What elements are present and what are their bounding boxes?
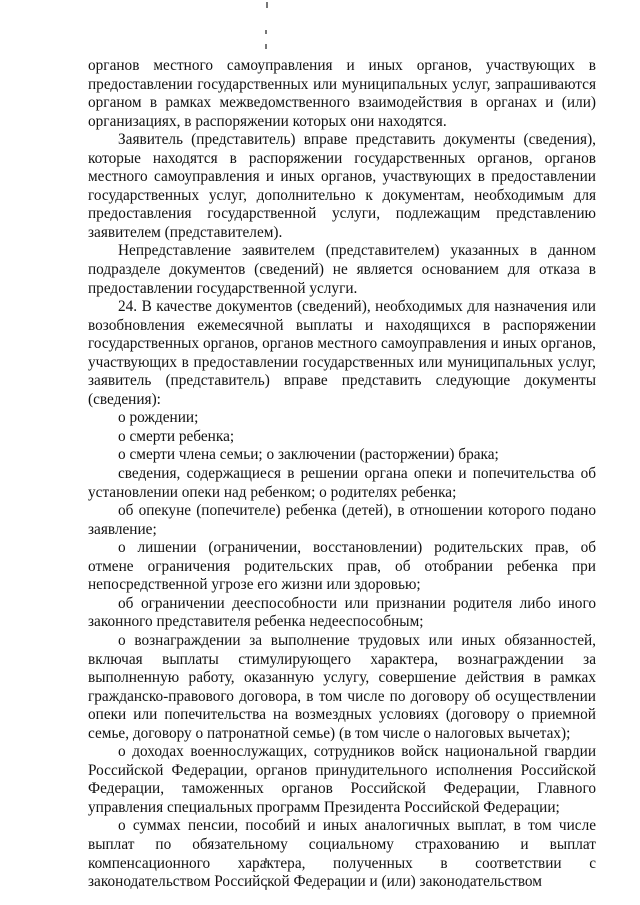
list-item: об опекуне (попечителе) ребенка (детей), в отношении которого подано заявление; — [88, 502, 596, 538]
list-item: о вознаграждении за выполнение трудовых или иных обязанностей, включая выплаты стимулирующего характера, вознаграждении за выполненную работу, оказанную услугу, совершение действия в рамках гражданско-правового договора, в том числе по договору об осуществлении опеки или попечительства на возмездных условиях (договору о приемной семье, договору о патронатной семье) (в том числе о налоговых вычетах); — [88, 631, 596, 742]
paragraph: Непредставление заявителем (представителем) указанных в данном подразделе документов (сведений) не является основанием для отказа в предоставлении государственной услуги. — [88, 242, 596, 297]
list-item: о рождении; — [118, 409, 199, 427]
paragraph: Заявитель (представитель) вправе представить документы (сведения), которые находятся в распоряжении государственных органов, органов местного самоуправления и иных органов, участвующих в предоставлении государственных услуг, дополнительно к документам, необходимым для предоставления государственной услуги, подлежащим представлению заявителем (представителем). — [88, 131, 596, 241]
list-item: о смерти члена семьи; о заключении (расторжении) брака; — [118, 446, 499, 464]
scan-mark — [265, 44, 267, 49]
paragraph-item-24: 24. В качестве документов (сведений), необходимых для назначения или возобновления ежемесячной выплаты и находящихся в распоряжении государственных органов, органов местного самоуправления и иных органов, участвующих в предоставлении государственных или муниципальных услуг, заявитель (представитель) вправе представить следующие документы (сведения): — [88, 298, 596, 408]
list-item: о лишении (ограничении, восстановлении) родительских прав, об отмене ограничения родительских прав, об отобрании ребенка при непосредственной угрозе его жизни или здоровью; — [88, 539, 596, 594]
list-item: сведения, содержащиеся в решении органа опеки и попечительства об установлении опеки над ребенком; о родителях ребенка; — [88, 465, 596, 501]
list-item: об ограничении дееспособности или признании родителя либо иного законного представителя ребенка недееспособным; — [88, 594, 596, 631]
list-item: о суммах пенсии, пособий и иных аналогичных выплат, в том числе выплат по обязательному социальному страхованию и выплат компенсационного характера, полученных в соответствии с законодательством Российской Федерации и (или) законодательством — [88, 817, 596, 891]
document-body — [88, 57, 596, 892]
list-item: о смерти ребенка; — [118, 427, 235, 445]
paragraph: органов местного самоуправления и иных органов, участвующих в предоставлении государственных или муниципальных услуг, запрашиваются органом в рамках межведомственного взаимодействия в органах и (или) организациях, в распоряжении которых они находятся. — [88, 57, 596, 130]
scan-mark — [265, 30, 267, 34]
list-item: о доходах военнослужащих, сотрудников войск национальной гвардии Российской Федерации, органов принудительного исполнения Российской Федерации, таможенных органов Российской Федерации, Главного управления специальных программ Президента Российской Федерации; — [88, 743, 596, 816]
scan-mark — [266, 2, 268, 8]
